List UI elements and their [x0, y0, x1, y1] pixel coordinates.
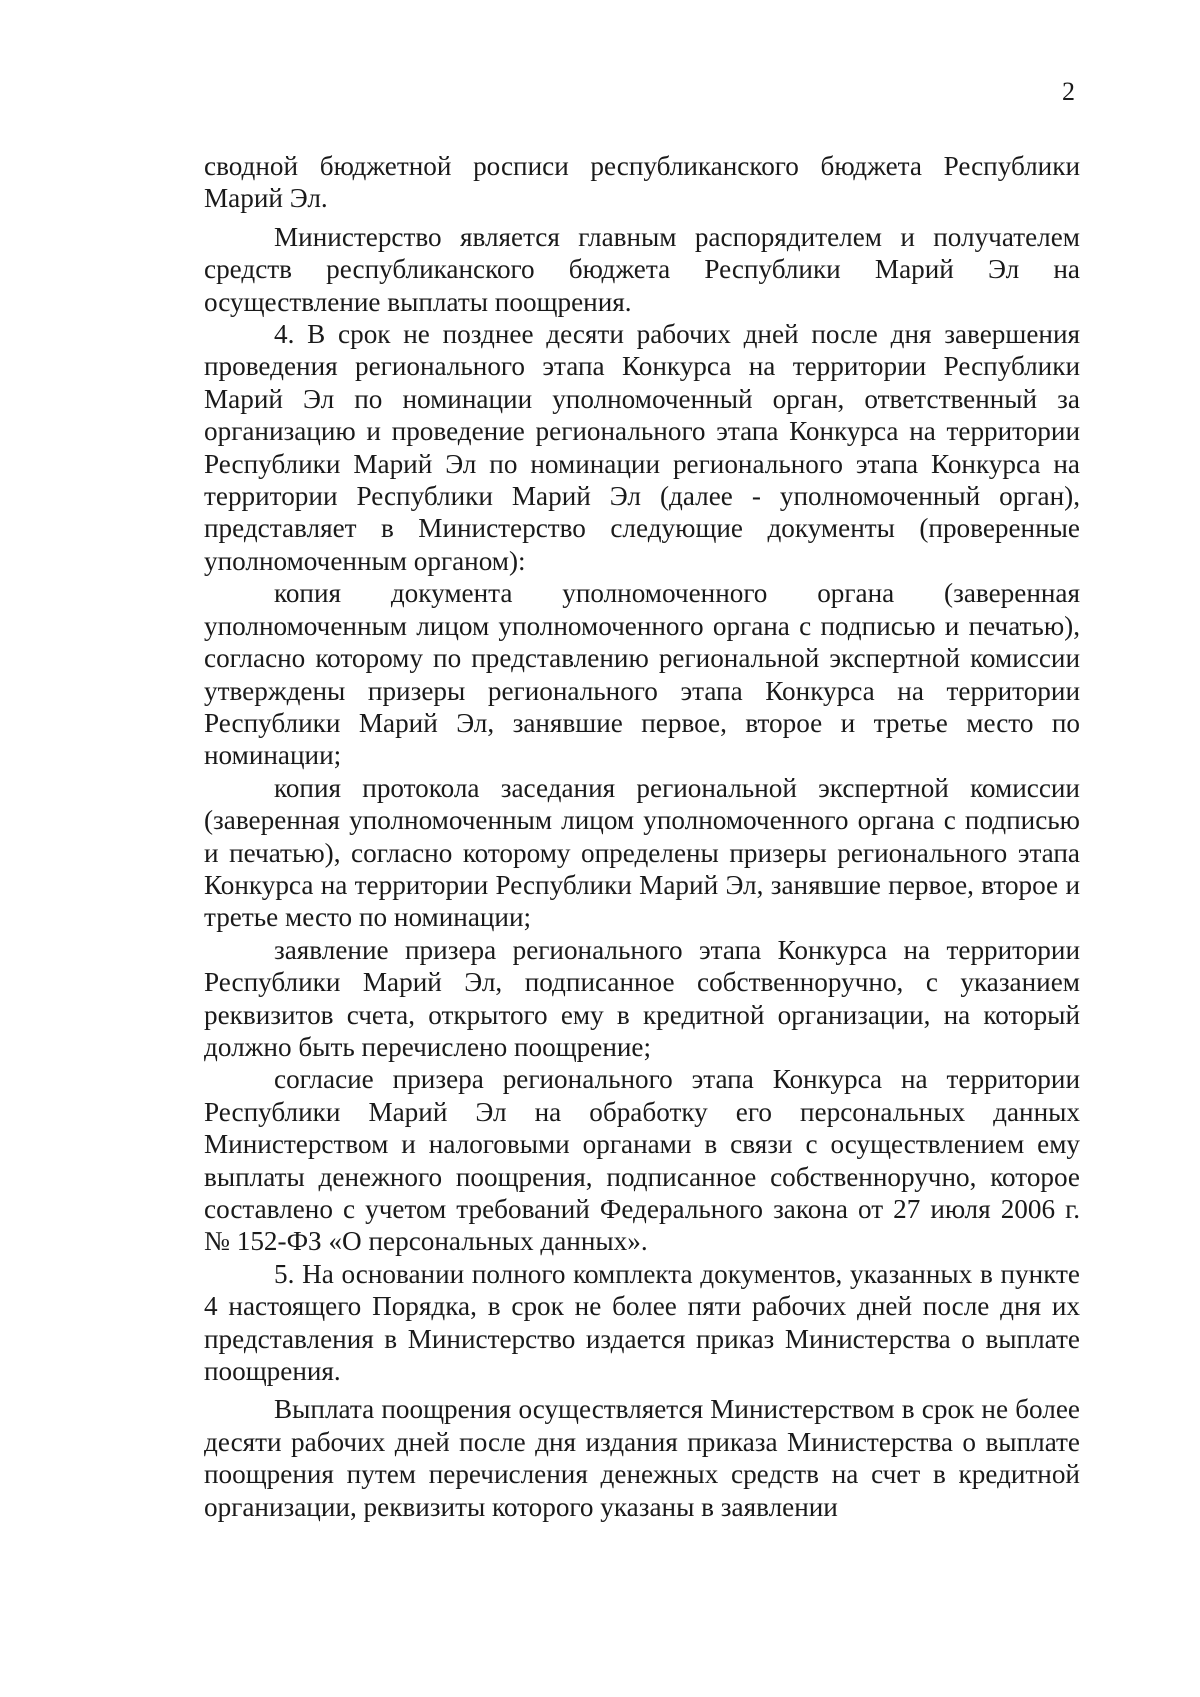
paragraph-winner-application: заявление призера регионального этапа Конкурса на территории Республики Марий Эл, подписанное собственноручно, с указанием реквизитов счета, открытого ему в кредитной организации, на который должно быть перечислено поощрение;	[204, 934, 1080, 1062]
paragraph-document-copy: копия документа уполномоченного органа (заверенная уполномоченным лицом уполномоченного органа с подписью и печатью), согласно которому по представлению региональной экспертной комиссии утверждены призеры регионального этапа Конкурса на территории Республики Марий Эл, занявшие первое, второе и третье место по номинации;	[204, 578, 1080, 771]
paragraph-personal-data-consent: согласие призера регионального этапа Конкурса на территории Республики Марий Эл на обработку его персональных данных Министерством и налоговыми органами в связи с осуществлением ему выплаты денежного поощрения, подписанное собственноручно, которое составлено с учетом требований Федерального закона от 27 июля 2006 г. № 152-ФЗ «О персональных данных».	[204, 1064, 1080, 1257]
paragraph-item-5: 5. На основании полного комплекта документов, указанных в пункте 4 настоящего Порядка, в срок не более пяти рабочих дней после дня их представления в Министерство издается приказ Министерства о выплате поощрения.	[204, 1258, 1080, 1387]
paragraph-ministry-role: Министерство является главным распорядителем и получателем средств республиканского бюджета Республики Марий Эл на осуществление выплаты поощрения.	[204, 221, 1080, 317]
paragraph-protocol-copy: копия протокола заседания региональной экспертной комиссии (заверенная уполномоченным лицом уполномоченного органа с подписью и печатью), согласно которому определены призеры регионального этапа Конкурса на территории Республики Марий Эл, занявшие первое, второе и третье место по номинации;	[204, 772, 1080, 933]
paragraph-payment: Выплата поощрения осуществляется Министерством в срок не более десяти рабочих дней после дня издания приказа Министерства о выплате поощрения путем перечисления денежных средств на счет в кредитной организации, реквизиты которого указаны в заявлении	[204, 1394, 1080, 1522]
paragraph-budget-continuation: сводной бюджетной росписи республиканского бюджета Республики Марий Эл.	[204, 151, 1080, 214]
paragraph-item-4: 4. В срок не позднее десяти рабочих дней после дня завершения проведения регионального этапа Конкурса на территории Республики Марий Эл по номинации уполномоченный орган, ответственный за организацию и проведение регионального этапа Конкурса на территории Республики Марий Эл по номинации регионального этапа Конкурса на территории Республики Марий Эл (далее - уполномоченный орган), представляет в Министерство следующие документы (проверенные уполномоченным органом):	[204, 319, 1080, 576]
page-number: 2	[1062, 77, 1075, 106]
document-body	[204, 150, 1080, 1523]
